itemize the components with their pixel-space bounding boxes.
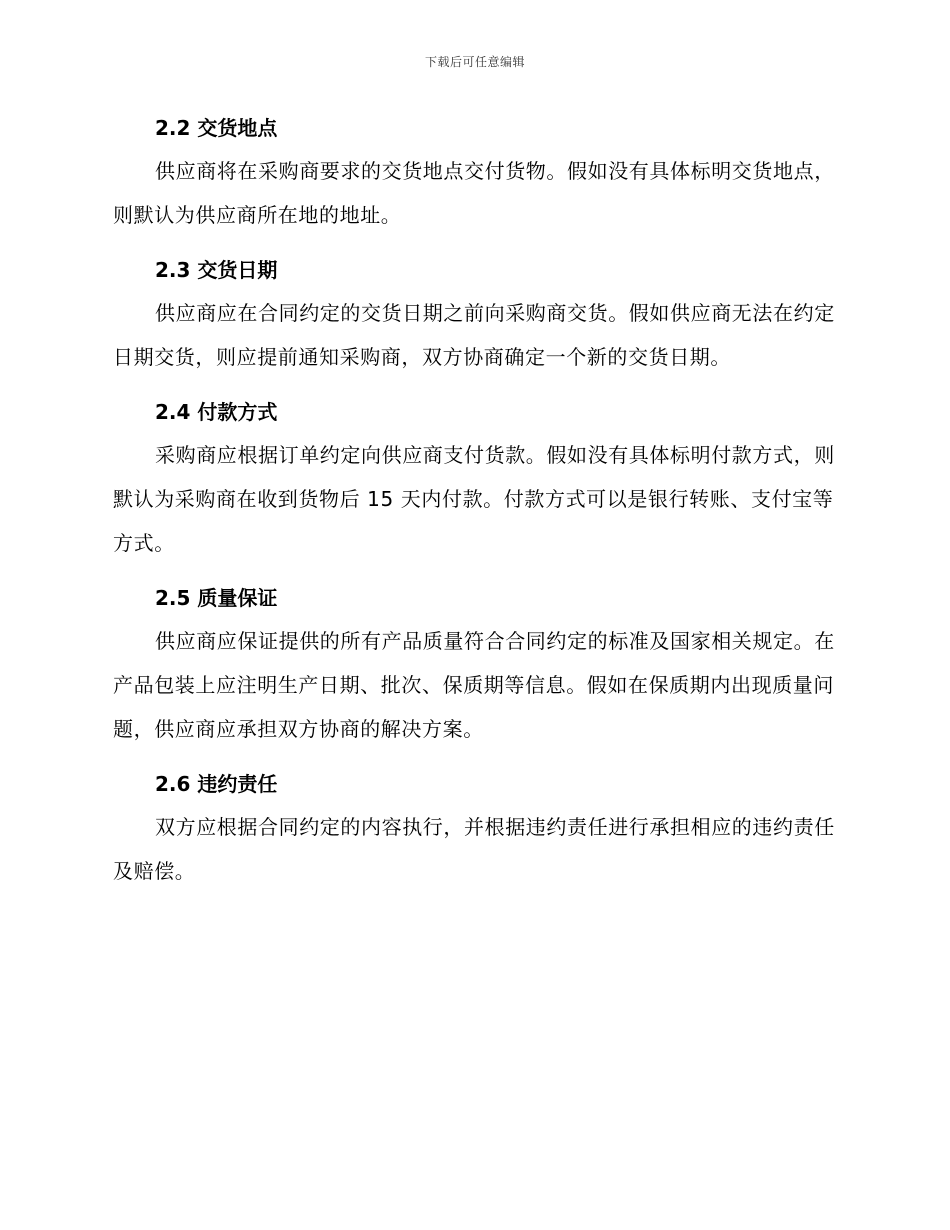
section-paragraph — [113, 291, 835, 379]
paragraph-line: 点，则默认为供应商所在地的地址。 — [113, 159, 835, 227]
section-heading: 2.4 付款方式 — [155, 400, 278, 424]
section-heading: 2.3 交货日期 — [155, 258, 278, 282]
section-delivery-date — [113, 249, 835, 379]
section-payment-method — [113, 391, 835, 565]
section-paragraph — [113, 805, 835, 893]
page-header: 下载后可任意编辑 — [424, 55, 525, 69]
section-heading: 2.6 违约责任 — [155, 772, 278, 796]
section-heading: 2.5 质量保证 — [155, 586, 278, 610]
paragraph-line: 定。在产品包装上应注明生产日期、批次、保质期等信息。假如在保质期内 — [113, 629, 835, 697]
paragraph-line: 双方应根据合同约定的内容执行，并根据违约责任进行承担相应的违约 — [155, 815, 794, 839]
paragraph-line: 责任及赔偿。 — [113, 815, 835, 883]
paragraph-line: 账、支付宝等方式。 — [113, 487, 834, 555]
paragraph-line: 出现质量问题，供应商应承担双方协商的解决方案。 — [113, 673, 834, 741]
section-liability — [113, 763, 835, 893]
paragraph-line: 供应商应在合同约定的交货日期之前向采购商交货。假如供应商无法在 — [155, 301, 794, 325]
paragraph-line: 约定日期交货，则应提前通知采购商，双方协商确定一个新的交货日期。 — [113, 301, 835, 369]
section-paragraph — [113, 149, 835, 237]
section-paragraph — [113, 433, 835, 565]
paragraph-line: 式，则默认为采购商在收到货物后 15 天内付款。付款方式可以是银行转 — [113, 443, 835, 511]
document-body — [113, 107, 835, 905]
section-quality-assurance — [113, 577, 835, 751]
paragraph-line: 采购商应根据订单约定向供应商支付货款。假如没有具体标明付款方 — [155, 443, 773, 467]
section-paragraph — [113, 619, 835, 751]
section-delivery-location — [113, 107, 835, 237]
section-heading: 2.2 交货地点 — [155, 116, 278, 140]
paragraph-line: 供应商将在采购商要求的交货地点交付货物。假如没有具体标明交货地 — [155, 159, 794, 183]
paragraph-line: 供应商应保证提供的所有产品质量符合合同约定的标准及国家相关规 — [155, 629, 773, 653]
